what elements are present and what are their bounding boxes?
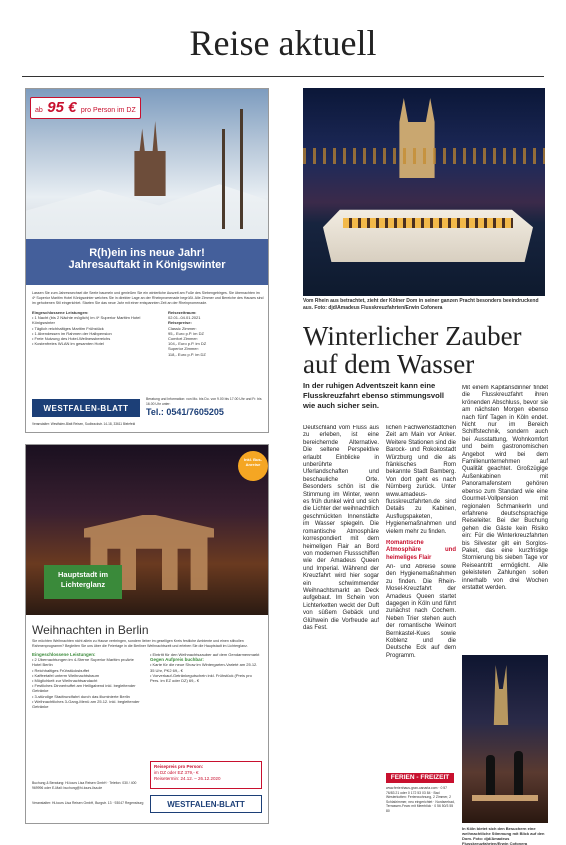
ad2-service: • Festliches Dinnerbuffet am Heiligabend inkl. begleitender Getränke bbox=[32, 683, 136, 694]
cologne-ship-photo bbox=[303, 88, 545, 296]
ad2-booking: Buchung & Beratung: Hi-tours Lisa Reisen GmbH · Telefon: 030 / 400 969996 oder E-Mail: buchung@hi-tours-lisa.de bbox=[32, 781, 137, 790]
ad1-service: • 1 Abendessen im Rahmen der Halbpension bbox=[32, 330, 112, 336]
classified-contacts: www.ferienhaus-gran-canaria.com · 0 57 76/83 21 oder 0 172 53 03 84 · Bad Westerkotten: Ferienwohnung, 2 Zimmer, 2 Schlafzimmer, neu eingerichtet · Nordseebad, Terrassen-Fewo mit Meerblick · 0 56 50/3 55 80 bbox=[386, 786, 455, 813]
title-divider bbox=[22, 76, 544, 77]
ad2-green-tag bbox=[44, 565, 122, 599]
ad2-service: • Möglichkeit zur Weihnachtsandacht bbox=[32, 678, 98, 684]
ad2-price-row: im DZ oder EZ 379,- € bbox=[154, 770, 199, 775]
ad1-price-row: Comfort Zimmer: bbox=[168, 336, 198, 342]
ad1-price-title: Reisepreise: bbox=[168, 320, 192, 326]
ad2-organizer: Veranstalter: Hi-tours Lisa Reisen GmbH, Burgstr. 13 · 93047 Regensburg bbox=[32, 801, 144, 805]
ad2-service: • 2 Übernachtungen im 4-Sterne Superior Maritim proArte Hotel Berlin bbox=[32, 657, 134, 668]
person-figure bbox=[486, 755, 495, 795]
ad2-body bbox=[32, 639, 264, 709]
ad2-service: • Reichhaltiges Frühstücksbuffet bbox=[32, 667, 90, 673]
ad1-period-title: Reisezeitraum: bbox=[168, 310, 197, 315]
tree bbox=[222, 129, 225, 229]
ship-windows bbox=[343, 218, 513, 228]
ad1-headline-band bbox=[26, 239, 268, 285]
ad2-service: • 3-stündige Stadtrundfahrt durch das illuminierte Berlin bbox=[32, 693, 130, 699]
ad1-headline2: Jahresauftakt in Königswinter bbox=[68, 259, 226, 271]
ad2-intro: Sie möchten Weihnachten nicht allein zu Hause verbringen, sondern lieber im geselligen Kreis festliche Ambiente und einen stilvollen Rahmenprogramm? Begleiten Sie uns über die Feiertage in die Berliner Weihnachtszeit und erleben Sie die Hauptstadt im Lichterglanz. bbox=[32, 639, 248, 648]
person-figure bbox=[514, 751, 523, 795]
ad1-headline1: R(h)ein ins neue Jahr! bbox=[89, 247, 205, 259]
article-lead: In der ruhigen Adventszeit kann eine Flusskreuzfahrt ebenso stimmungsvoll wie auch sicher sein. bbox=[303, 381, 444, 410]
bridge-lights bbox=[303, 148, 545, 164]
article-headline-line2: auf dem Wasser bbox=[303, 349, 475, 379]
price-prefix: ab bbox=[35, 107, 43, 114]
photo-caption-2: In Köln bietet sich den Besuchern eine weihnachtliche Stimmung mit Blick auf den Dom. Foto: djd/Amadeus Flusskreuzfahrten/Erwin Cofonera bbox=[462, 826, 545, 845]
ad1-services-title: Eingeschlossene Leistungen: bbox=[32, 310, 89, 315]
ad1-price-row: 104,- Euro p.P. im DZ bbox=[168, 341, 207, 347]
ad1-footer: Veranstalter: Westfalen-Blatt Reisen, Sudbrackstr. 14-18, 33611 Bielefeld bbox=[32, 422, 136, 426]
berlin-ad[interactable] bbox=[25, 444, 269, 824]
article-column-2: lichen Fachwerkstädtchen Zeit am Main vor Anker. Weitere Stationen sind die Barock- und Rokokostadt Würzburg und die als fränkisches Rom bekannte Stadt Bamberg. Von dort geht es nach Nürnberg zurück. Unter www.amadeus-flusskreuzfahrten.de sind Details zu Kabinen, Ausflugspaketen, Hygienemaßnahmen und vielem mehr zu finden. bbox=[386, 425, 456, 535]
ad1-price-row: 95,- Euro p.P. im DZ bbox=[168, 330, 204, 336]
koenigswinter-ad[interactable] bbox=[25, 88, 269, 433]
ferien-freizeit-label: FERIEN - FREIZEIT bbox=[386, 773, 454, 783]
ad1-intro: Lassen Sie zum Jahreswechsel die Seele baumeln und genießen Sie ein winterliche Auszeit am Fuße des Siebengebirges. Sie übernachten im 4* Superior Maritim Hotel Königswinter welches Sie in direkter Lage an der Rheinpromenade begrüßt. Alle Zimmer und Bereiche des Hauses sind im gehobenen Stil eingerichtet. Starten Sie das neue Jahr mit einer entspannten Zeit an der Rheinpromenade. bbox=[32, 291, 264, 305]
ad2-service: • Weihnachtliches 3-Gang-Menü am 25.12. inkl. begleitender Getränke bbox=[32, 698, 140, 710]
ad1-service: • Freie Nutzung des Hotel-Wellnessbereichs bbox=[32, 336, 111, 342]
ad2-tag2: Lichterglanz bbox=[60, 580, 106, 589]
ad2-price-row: Reisetermin: 24.12. – 26.12.2020 bbox=[154, 776, 221, 781]
article-headline-line1: Winterlicher Zauber bbox=[303, 321, 522, 351]
ad2-services-title: Eingeschlossene Leistungen: bbox=[32, 652, 96, 657]
ad1-service: • Täglich reichhaltiges Maritim Frühstück bbox=[32, 325, 104, 331]
ad2-price-box bbox=[150, 761, 262, 789]
ad1-service: • Kostenfreies WLAN im gesamten Hotel bbox=[32, 341, 104, 347]
table bbox=[472, 795, 538, 801]
ad2-headline: Weihnachten in Berlin bbox=[32, 623, 149, 637]
article-column-1: Deutschland vom Fluss aus zu erleben, ist eine bereichernde Alternative. Die seltene Perspektive erlaubt Einblicke in unberührte Uferlandschaften und beschauliche Orte. Besonders schön ist die Stimmung im Winter, wenn es früh dunkel wird und sich die Lichter der weihnachtlich geschmückten Innenstädte im Wasser spiegeln. Die romantische Atmosphäre korrespondiert mit dem heimeligen Flair an Bord von modernen Flussschiffen wie der Amadeus Queen und Imperial. Während der Kreuzfahrt wird hier sogar ein schwimmender Weihnachtsmarkt an Deck aufgebaut. Im Schein von Lichterketten weckt der Duft von süßem Gebäck und Glühwein die Vorfreude auf das Fest. bbox=[303, 425, 379, 631]
ad2-price-title: Reisepreis pro Person: bbox=[154, 764, 204, 769]
tree bbox=[240, 109, 243, 229]
ad1-price-row: Classic Zimmer: bbox=[168, 325, 197, 331]
ad1-service: • 1 Nacht (bis 2 Nächte möglich) im 4* Superior Maritim Hotel Königswinter bbox=[32, 315, 141, 326]
price-suffix: pro Person im DZ bbox=[80, 107, 136, 114]
westfalen-blatt-logo: WESTFALEN-BLATT bbox=[32, 399, 140, 417]
westfalen-blatt-logo: WESTFALEN-BLATT bbox=[150, 795, 262, 813]
article-column-3: Mit einem Kapitänsdinner findet die Flusskreuzfahrt ihren krönenden Abschluss, bevor sie am nächsten Morgen ebenso nach fünf Tagen in Köln endet. Nicht nur im Bereich Schiffstechnik, sondern auch bei Ausstattung, Wohnkomfort und beim gastronomischen Angebot wird bei dem Familienunternehmen auf Qualität geachtet. Großzügige Außenkabinen mit Panoramafenstern gehören ebenso zum Standard wie eine Gourmet-Vollpension mit regionalen Schmankerln und erfahrene deutschsprachige Reiseleiter. Bei der Buchung gehen die Gäste kein Risiko ein: Für die Winterkreuzfahrten bis Silvester gilt ein Sorglos-Paket, das eine kurzfristige Stornierung bis sieben Tage vor Reiseantritt ermöglicht. Alle geleisteten Zahlungen sollen innerhalb von drei Wochen erstattet werden. bbox=[462, 385, 548, 591]
ad2-tag1: Hauptstadt im bbox=[57, 570, 108, 579]
ad1-price-row: 118,- Euro p.P. im DZ bbox=[168, 351, 206, 357]
ad1-booking: Beratung und Information: von Mo. bis Do. von 9.00 bis 17.00 Uhr und Fr. bis 16.00 Uhr unter: bbox=[146, 397, 262, 406]
ad2-service2: • Karte für die neue Show im Wintergarten-Varieté am 25.12. 35 Uhr, PK2 69,- € bbox=[150, 662, 258, 673]
cologne-cathedral-image bbox=[395, 98, 439, 178]
castle-image bbox=[124, 121, 176, 196]
ad1-phone[interactable]: Tel.: 0541/7605205 bbox=[146, 407, 224, 417]
cologne-dinner-photo bbox=[462, 655, 548, 823]
ad2-service2: Gegen Aufpreis buchbar: bbox=[150, 657, 204, 663]
page-title: Reise aktuell bbox=[189, 23, 377, 63]
ad1-price-row: Superior Zimmer: bbox=[168, 346, 199, 352]
ad2-service: • Kaffeetafel unterm Weihnachtsbaum bbox=[32, 672, 100, 678]
river-ship-image bbox=[323, 204, 533, 262]
cathedral-silhouette bbox=[492, 665, 510, 725]
price-value: 95 € bbox=[47, 99, 77, 116]
article-headline bbox=[303, 322, 551, 378]
ad1-period: 02.01.-04.01.2021 bbox=[168, 315, 201, 321]
ad2-service2: • Eintritt für den Weihnachtszauber auf dem Gendarmenmarkt bbox=[150, 652, 260, 657]
article-column-2b: An- und Abreise sowie den Hygienemaßnahmen zu finden. Die Rhein-Mosel-Kreuzfahrt der Amadeus Queen startet dagegen in Köln und führt zunächst nach Cochem. Neben Trier stehen auch der romantische Weinort Bernkastel-Kues sowie Koblenz und die Deutsche Eck auf dem Programm. bbox=[386, 564, 456, 659]
photo-caption: Vom Rhein aus betrachtet, zieht der Kölner Dom in seiner ganzen Pracht besonders beeindruckend aus. Foto: djd/Amadeus Flusskreuzfahrten/Erwin Cofonera bbox=[303, 298, 539, 311]
ad2-star-badge: Inkl. Bus-Anreise bbox=[238, 451, 268, 481]
price-badge bbox=[30, 97, 141, 119]
ad2-service2: • Vorverkauf-Getränkegutschein inkl. Frühstück (Preis pro Pers. im EZ oder DZ) 69,- € bbox=[150, 672, 252, 684]
ad1-body bbox=[32, 291, 264, 357]
article-subheading: Romantische Atmosphäre und heimeliges Flair bbox=[386, 540, 456, 561]
